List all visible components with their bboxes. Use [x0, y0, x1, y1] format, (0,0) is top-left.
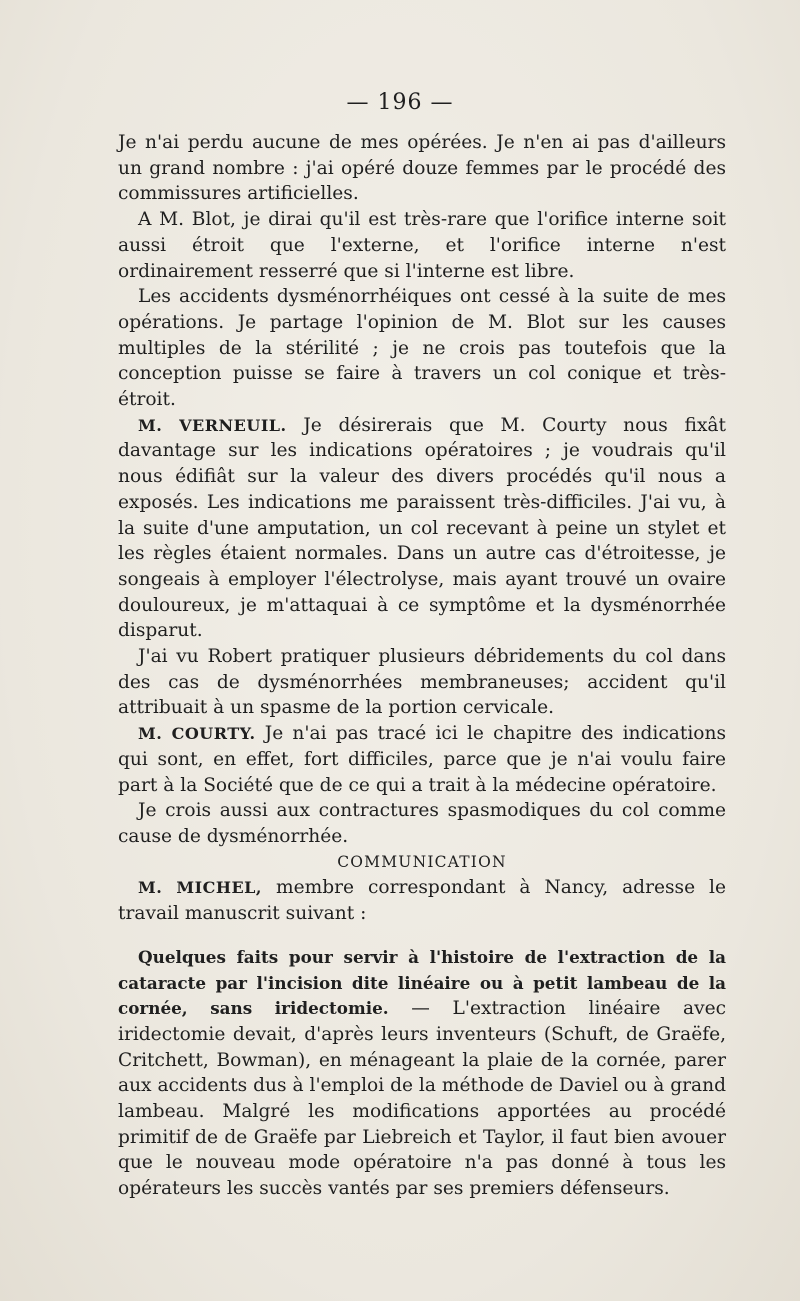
speech-text: Je désirerais que M. Courty nous fixât davantage sur les indications opératoires ; je voudrais qu'il nous édifiât sur la valeur des divers procédés qu'il nous a exposés. Les indications me paraissent très-difficiles. J'ai vu, à la suite d'une amputation, un col recevant à peine un stylet et les règles étaient normales. Dans un autre cas d'étroitesse, je songeais à employer l'électrolyse, mais ayant trouvé un ovaire douloureux, je m'attaquai à ce symptôme et la dysménorrhée disparut.	[118, 414, 726, 642]
paragraph: Je crois aussi aux contractures spasmodiques du col comme cause de dysménorrhée.	[118, 800, 726, 847]
page-number: — 196 —	[346, 90, 454, 115]
paragraph: Les accidents dysménorrhéiques ont cessé à la suite de mes opérations. Je partage l'opinion de M. Blot sur les causes multiples de la stérilité ; je ne crois pas toutefois que la conception puisse se faire à travers un col conique et très-étroit.	[118, 286, 726, 411]
paragraph	[118, 413, 726, 644]
speech-text: Je n'ai pas tracé ici le chapitre des indications qui sont, en effet, fort difficiles, parce que je n'ai voulu faire part à la Société que de ce qui a trait à la médecine opératoire.	[118, 723, 727, 796]
paragraph: A M. Blot, je dirai qu'il est très-rare que l'orifice interne soit aussi étroit que l'externe, et l'orifice interne n'est ordinairement resserré que si l'interne est libre.	[118, 209, 726, 282]
article-text: — L'extraction linéaire avec iridectomie devait, d'après leurs inventeurs (Schuft, de Graëfe, Critchett, Bowman), en ménageant la plaie de la cornée, parer aux accidents dus à l'emploi de la méthode de Daviel ou à grand lambeau. Malgré les modifications apportées au procédé primitif de de Graëfe par Liebreich et Taylor, il faut bien avouer que le nouveau mode opératoire n'a pas donné à tous les opérateurs les succès vantés par ses premiers défenseurs.	[118, 998, 726, 1200]
paragraph: J'ai vu Robert pratiquer plusieurs débridements du col dans des cas de dysménorrhées membraneuses; accident qu'il attribuait à un spasme de la portion cervicale.	[118, 646, 726, 719]
section-heading: COMMUNICATION	[337, 852, 507, 871]
paragraph	[118, 721, 726, 798]
paragraph	[118, 945, 726, 1202]
speaker-name: M. VERNEUIL.	[138, 415, 287, 435]
paragraph	[118, 875, 726, 926]
speech-text: membre correspondant à Nancy, adresse le travail manuscrit suivant :	[118, 877, 726, 925]
article-title: Quelques faits pour servir à l'histoire de l'extraction de la cataracte par l'incision dite linéaire ou à petit lambeau de la cornée, sans iridectomie.	[118, 946, 726, 1019]
body-text	[118, 130, 726, 1202]
paragraph: Je n'ai perdu aucune de mes opérées. Je n'en ai pas d'ailleurs un grand nombre : j'ai opéré douze femmes par le procédé des commissures artificielles.	[118, 132, 726, 205]
speaker-name: M. MICHEL,	[138, 878, 262, 898]
speaker-name: M. COURTY.	[138, 724, 256, 744]
